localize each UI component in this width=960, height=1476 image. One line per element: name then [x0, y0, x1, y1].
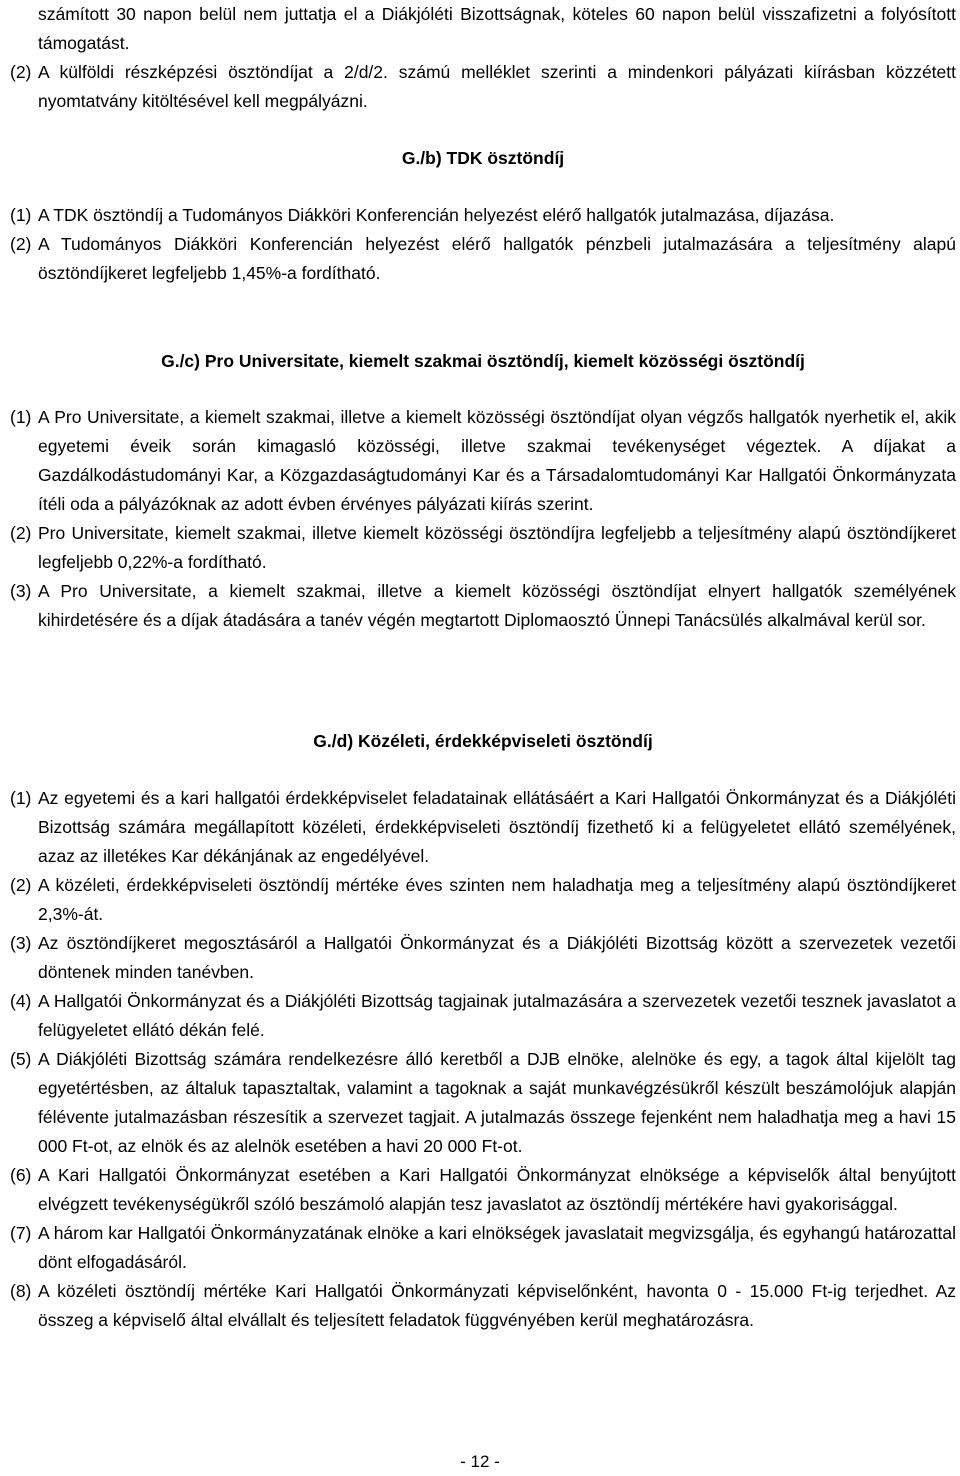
- item-text: Pro Universitate, kiemelt szakmai, illetve kiemelt közösségi ösztöndíjra legfeljebb a teljesítmény alapú ösztöndíjkeret legfeljebb 0,22%-a fordítható.: [38, 523, 956, 572]
- item-number: (6): [10, 1165, 32, 1185]
- item-text: A külföldi részképzési ösztöndíjat a 2/d/2. számú melléklet szerinti a mindenkori pályázati kiírásban közzétett nyomtatvány kitöltésével kell megpályázni.: [38, 62, 956, 111]
- section-heading: G./b) TDK ösztöndíj: [401, 148, 565, 168]
- list-item: [10, 230, 956, 288]
- top-section: [10, 0, 956, 116]
- item-text: A Pro Universitate, a kiemelt szakmai, illetve a kiemelt közösségi ösztöndíjat olyan végzős hallgatók nyerhetik el, akik egyetemi éveik során kimagasló közösségi, illetve szakmai tevékenységet végeztek. A díjakat a Gazdálkodástudományi Kar, a Közgazdaságtudományi Kar és a Társadalomtudományi Kar Hallgatói Önkormányzata ítéli oda a pályázóknak az adott évben érvényes pályázati kiírás szerint.: [38, 407, 956, 514]
- section-heading: G./d) Közéleti, érdekképviseleti ösztöndíj: [313, 731, 653, 751]
- item-text: A Hallgatói Önkormányzat és a Diákjóléti Bizottság tagjainak jutalmazására a szervezetek vezetői tesznek javaslatot a felügyeletet ellátó dékán felé.: [38, 991, 956, 1040]
- item-text: Az ösztöndíjkeret megosztásáról a Hallgatói Önkormányzat és a Diákjóléti Bizottság között a szervezetek vezetői döntenek minden tanévben.: [38, 933, 956, 982]
- item-text: A Tudományos Diákköri Konferencián helyezést elérő hallgatók pénzbeli jutalmazására a teljesítmény alapú ösztöndíjkeret legfeljebb 1,45%-a fordítható.: [38, 234, 956, 283]
- section-b-heading-wrap: [10, 144, 956, 173]
- section-c-heading-wrap: [10, 347, 956, 376]
- list-item: [10, 201, 956, 230]
- item-number: (2): [10, 234, 32, 254]
- list-item: [10, 1045, 956, 1161]
- item-text: A Diákjóléti Bizottság számára rendelkezésre álló keretből a DJB elnöke, alelnöke és egy, a tagok által kijelölt tag egyetértésben, az általuk tapasztaltak, valamint a tagoknak a saját munkavégzésükről készült beszámolójuk alapján félévente jutalmazásban részesítik a szervezet tagjait. A jutalmazás összege fejenként nem haladhatja meg a havi 15 000 Ft-ot, az elnök és az alelnök esetében a havi 20 000 Ft-ot.: [38, 1049, 956, 1156]
- section-d-heading-wrap: [10, 727, 956, 756]
- continuation-paragraph: számított 30 napon belül nem juttatja el a Diákjóléti Bizottságnak, köteles 60 napon belül visszafizetni a folyósított támogatást.: [38, 4, 956, 53]
- item-text: A Pro Universitate, a kiemelt szakmai, illetve a kiemelt közösségi ösztöndíjat elnyert hallgatók személyének kihirdetésére és a díjak átadására a tanév végén megtartott Diplomaosztó Ünnepi Tanácsülés alkalmával kerül sor.: [38, 581, 956, 630]
- list-item: [10, 519, 956, 577]
- item-text: A három kar Hallgatói Önkormányzatának elnöke a kari elnökségek javaslatait megvizsgálja, és egyhangú határozattal dönt elfogadásáról.: [38, 1223, 956, 1272]
- item-number: (3): [10, 581, 32, 601]
- item-number: (1): [10, 205, 32, 225]
- item-number: (5): [10, 1049, 32, 1069]
- section-heading: G./c) Pro Universitate, kiemelt szakmai ösztöndíj, kiemelt közösségi ösztöndíj: [161, 351, 805, 371]
- section-b-list: [10, 201, 956, 288]
- item-number: (4): [10, 991, 32, 1011]
- section-d-list: [10, 784, 956, 1335]
- list-item: [10, 1219, 956, 1277]
- item-number: (7): [10, 1223, 32, 1243]
- list-item: [10, 784, 956, 871]
- list-item: [10, 987, 956, 1045]
- list-item: [10, 929, 956, 987]
- list-item: [10, 403, 956, 519]
- item-number: (8): [10, 1281, 32, 1301]
- list-item: [10, 577, 956, 635]
- list-item: [10, 1161, 956, 1219]
- list-item: [10, 58, 956, 116]
- list-item: [10, 871, 956, 929]
- item-number: (1): [10, 407, 32, 427]
- item-text: A Kari Hallgatói Önkormányzat esetében a Kari Hallgatói Önkormányzat elnöksége a képviselők által benyújtott elvégzett tevékenységükről szóló beszámoló alapján tesz javaslatot az ösztöndíj mértékére havi gyakorisággal.: [38, 1165, 956, 1214]
- item-number: (2): [10, 62, 32, 82]
- item-number: (3): [10, 933, 32, 953]
- page-number: - 12 -: [460, 1452, 500, 1471]
- item-text: A közéleti ösztöndíj mértéke Kari Hallgatói Önkormányzati képviselőnként, havonta 0 - 15.000 Ft-ig terjedhet. Az összeg a képviselő által elvállalt és teljesített feladatok függvényében kerül meghatározásra.: [38, 1281, 956, 1330]
- item-number: (2): [10, 523, 32, 543]
- item-text: A TDK ösztöndíj a Tudományos Diákköri Konferencián helyezést elérő hallgatók jutalmazása, díjazása.: [38, 205, 835, 225]
- item-number: (1): [10, 788, 32, 808]
- item-number: (2): [10, 875, 32, 895]
- section-c-list: [10, 403, 956, 635]
- item-text: Az egyetemi és a kari hallgatói érdekképviselet feladatainak ellátásáért a Kari Hallgatói Önkormányzat és a Diákjóléti Bizottság számára megállapított közéleti, érdekképviseleti ösztöndíj fizethető ki a felügyeletet ellátó személyének, azaz az illetékes Kar dékánjának az engedélyével.: [38, 788, 956, 866]
- list-item: [10, 1277, 956, 1335]
- item-text: A közéleti, érdekképviseleti ösztöndíj mértéke éves szinten nem haladhatja meg a teljesítmény alapú ösztöndíjkeret 2,3%-át.: [38, 875, 956, 924]
